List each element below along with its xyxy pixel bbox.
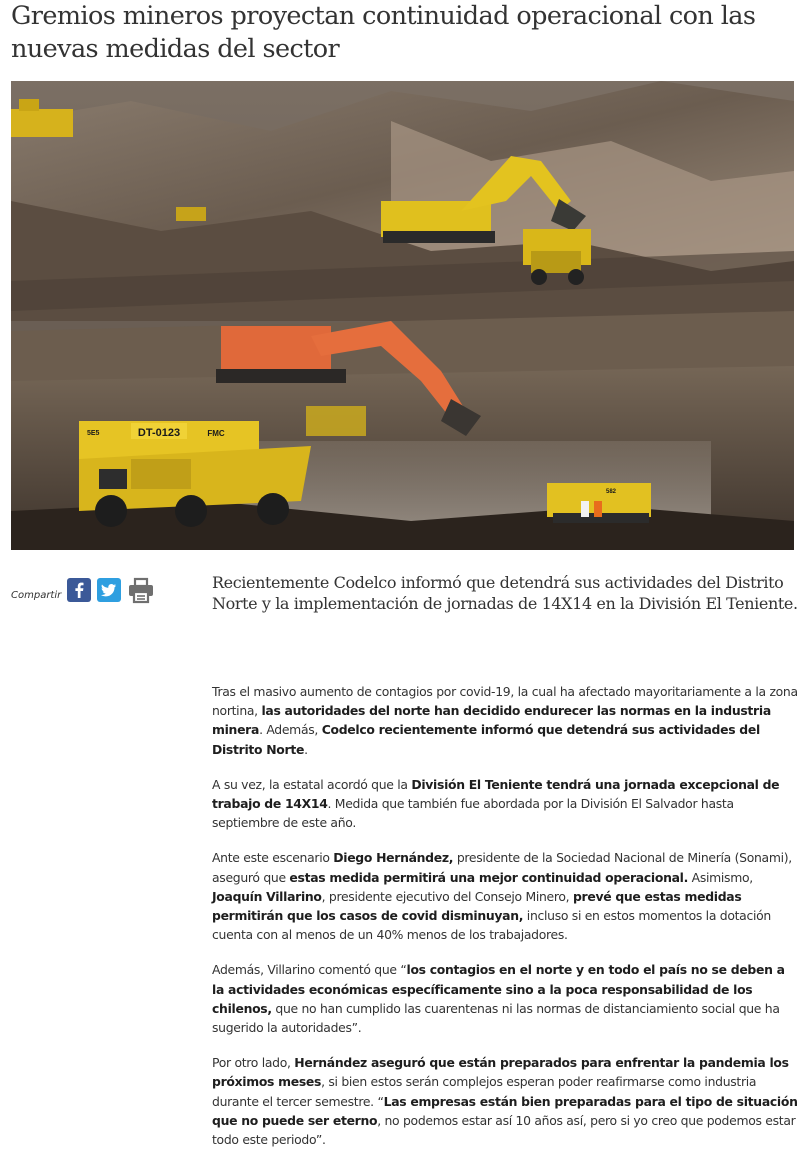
paragraph-text: A su vez, la estatal acordó que la — [212, 776, 412, 792]
paragraph-text: , no podemos estar así 10 años así, pero si yo creo que podemos estar todo este periodo”. — [212, 1112, 796, 1148]
bold-text: Hernández aseguró que están preparados para enfrentar la pandemia los próximos meses — [212, 1055, 789, 1090]
facebook-icon — [67, 578, 91, 602]
article-lead: Recientemente Codelco informó que detendrá sus actividades del Distrito Norte y la implementación de jornadas de 14X14 en la División El Teniente. — [212, 573, 798, 613]
bold-text: Joaquín Villarino — [212, 888, 322, 904]
paragraph-text: . Además, — [259, 722, 322, 738]
paragraph-text: , si bien estos serán complejos esperan poder reafirmarse como industria durante el tercer semestre. “ — [212, 1074, 757, 1109]
article-paragraph — [212, 1053, 800, 1149]
paragraph-text: Asimismo, — [688, 869, 753, 885]
paragraph-text: . Medida que también fue abordada por la División El Salvador hasta septiembre de este año. — [212, 796, 734, 831]
paragraph-text: incluso si en estos momentos la dotación cuenta con al menos de un 40% menos de los trabajadores. — [212, 908, 771, 943]
paragraph-text: Tras el masivo aumento de contagios por covid-19, la cual ha afectado mayoritariamente a la zona nortina, — [212, 684, 798, 719]
paragraph-text: Además, Villarino comentó que “ — [212, 962, 407, 978]
bold-text: Las empresas están bien preparadas para el tipo de situación que no puede ser eterno — [212, 1093, 798, 1128]
article-headline: Gremios mineros proyectan continuidad operacional con las nuevas medidas del sector — [11, 1, 756, 64]
share-label: Compartir — [11, 590, 62, 601]
article-paragraph — [212, 682, 800, 759]
bold-text: prevé que estas medidas permitirán que los casos de covid disminuyan, — [212, 888, 742, 924]
paragraph-text: que no han cumplido las cuarentenas ni las normas de distanciamiento social que ha sugerido la autoridades”. — [212, 1000, 780, 1036]
twitter-icon — [97, 578, 121, 602]
paragraph-text: Ante este escenario — [212, 850, 334, 866]
paragraph-text: . — [304, 741, 308, 757]
bold-text: los contagios en el norte y en todo el país no se deben a la actividades económicas específicamente sino a la poca responsabilidad de los chilenos, — [212, 962, 785, 1016]
bold-text: Codelco recientemente informó que detendrá sus actividades del Distrito Norte — [212, 722, 760, 757]
paragraph-text: Por otro lado, — [212, 1055, 295, 1071]
bold-text: estas medida permitirá una mejor continuidad operacional. — [289, 869, 689, 885]
article-paragraph — [212, 775, 800, 833]
share-bar — [11, 576, 161, 604]
print-button[interactable] — [127, 576, 155, 604]
truck-label-brand: FMC — [207, 429, 225, 438]
mining-site-photo — [11, 81, 794, 550]
truck-label: DT-0123 — [137, 427, 181, 439]
article-paragraph — [212, 960, 800, 1037]
twitter-share-button[interactable] — [97, 578, 121, 602]
article-paragraph — [212, 848, 800, 944]
hero-image — [11, 81, 794, 550]
bold-text: las autoridades del norte han decidido endurecer las normas en la industria minera — [212, 703, 771, 738]
paragraph-text: , presidente ejecutivo del Consejo Minero, — [321, 888, 573, 904]
article-body — [212, 682, 800, 1153]
facebook-share-button[interactable] — [67, 578, 91, 602]
truck-label-right: 582 — [605, 489, 617, 495]
truck-label-code: 5E5 — [87, 430, 100, 437]
paragraph-text: presidente de la Sociedad Nacional de Minería (Sonami), aseguró que — [212, 850, 792, 885]
bold-text: División El Teniente tendrá una jornada excepcional de trabajo de 14X14 — [212, 776, 780, 812]
print-icon — [127, 576, 155, 604]
bold-text: Diego Hernández, — [333, 850, 454, 866]
